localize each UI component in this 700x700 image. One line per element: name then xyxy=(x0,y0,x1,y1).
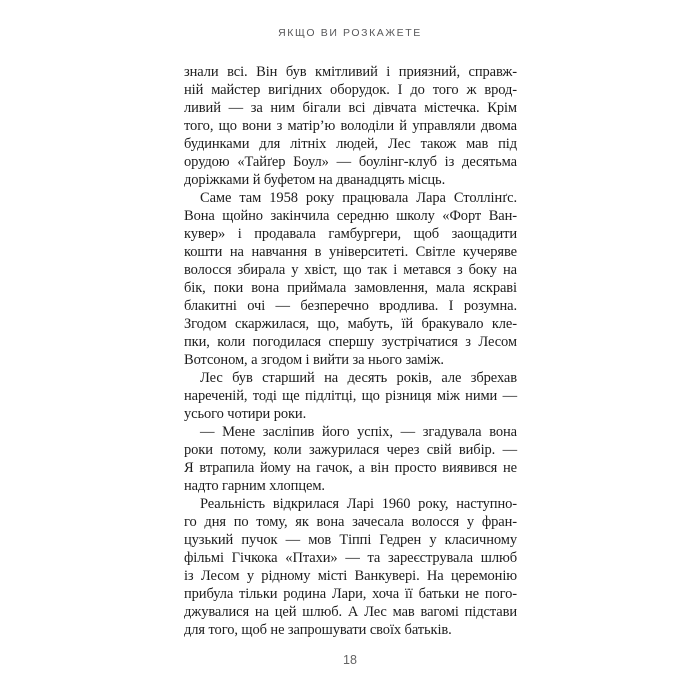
text-line: го дня по тому, як вона зачесала волосся у фран- xyxy=(184,514,517,530)
text-line: прибула тільки родина Лари, хоча її батьки не пого- xyxy=(184,586,517,602)
text-line: із Лесом у рідному місті Ванкувері. На церемонію xyxy=(184,568,517,584)
text-line: будинками для літніх людей, Лес також мав під xyxy=(184,136,517,152)
text-line: Вотсоном, а згодом і вийти за нього заміж. xyxy=(184,352,444,368)
text-line: доріжками й буфетом на дванадцять місць. xyxy=(184,172,446,188)
text-line: волосся збирала у хвіст, що так і метався з боку на xyxy=(184,262,517,278)
text-line: знали всі. Він був кмітливий і приязний, справж- xyxy=(184,64,517,80)
text-line: цузький пучок — мов Тіппі Гедрен у класичному xyxy=(184,532,517,548)
text-line: Я втрапила йому на гачок, а він просто виявився не xyxy=(184,460,517,476)
text-line: фільмі Гічкока «Птахи» — та зареєструвала шлюб xyxy=(184,550,517,566)
page-number: 18 xyxy=(343,653,357,667)
text-line: надто гарним хлопцем. xyxy=(184,478,325,494)
text-line: усього чотири роки. xyxy=(184,406,307,422)
text-line: кошти на навчання в університеті. Світле кучеряве xyxy=(184,244,517,260)
text-line: Саме там 1958 року працювала Лара Столлінґс. xyxy=(200,190,517,206)
text-line: кувер» і продавала гамбургери, щоб заощадити xyxy=(184,226,517,242)
running-head-title: ЯКЩО ВИ РОЗКАЖЕТЕ xyxy=(278,27,422,39)
text-line: бік, поки вона приймала замовлення, мала яскраві xyxy=(184,280,517,296)
text-block xyxy=(184,63,517,639)
text-line: Лес був старший на десять років, але збрехав xyxy=(200,370,517,386)
text-line: — Мене засліпив його успіх, — згадувала вона xyxy=(200,424,517,440)
text-line: ній майстер вигідних оборудок. І до того ж врод- xyxy=(184,82,517,98)
text-line: ливий — за ним бігали всі дівчата містечка. Крім xyxy=(184,100,517,116)
text-line: роки потому, коли зажурилася через свій вибір. — xyxy=(184,442,517,458)
text-line: блакитні очі — безперечно вродлива. І розумна. xyxy=(184,298,517,314)
text-line: Вона щойно закінчила середню школу «Форт Ван- xyxy=(184,208,517,224)
text-line: орудою «Тайґер Боул» — боулінг-клуб із десятьма xyxy=(184,154,517,170)
text-line: пки, коли погодилася спершу зустрічатися з Лесом xyxy=(184,334,517,350)
text-line: того, що вони з матір’ю володіли й управляли двома xyxy=(184,118,517,134)
text-line: джувалися на цей шлюб. А Лес мав вагомі підстави xyxy=(184,604,517,620)
text-line: Реальність відкрилася Ларі 1960 року, наступно- xyxy=(200,496,517,512)
text-line: для того, щоб не запрошувати своїх батьків. xyxy=(184,622,452,638)
text-line: нареченій, тоді ще підлітці, що різниця між ними — xyxy=(184,388,517,404)
text-line: Згодом скаржилася, що, мабуть, їй бракувало кле- xyxy=(184,316,517,332)
